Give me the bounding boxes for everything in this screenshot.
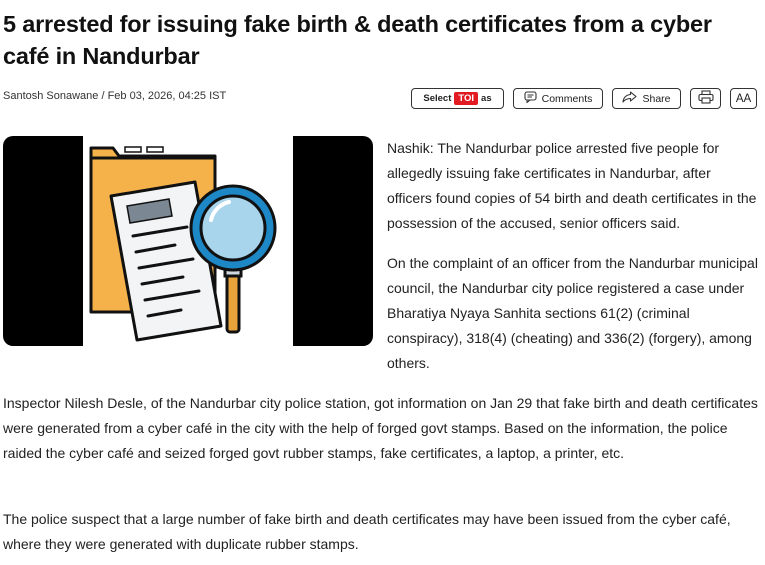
select-suffix: as	[481, 93, 492, 104]
toi-badge: TOI	[454, 92, 478, 105]
hero-illustration	[83, 136, 293, 346]
article-paragraph: The police suspect that a large number of fake birth and death certificates may have been issued from the cyber café, where they were generated with duplicate rubber stamps.	[3, 511, 731, 552]
article-hero-image	[3, 136, 373, 346]
print-icon	[698, 90, 714, 107]
select-prefix: Select	[423, 93, 452, 104]
select-toi-button[interactable]	[411, 88, 504, 109]
article-headline: 5 arrested for issuing fake birth & death certificates from a cyber café in Nandurbar	[3, 11, 712, 69]
comments-label: Comments	[541, 92, 593, 105]
article-paragraph: On the complaint of an officer from the Nandurbar municipal council, the Nandurbar city police registered a case under Bharatiya Nyaya Sanhita sections 61(2) (criminal conspiracy), 318(4) (cheating) and 336(2) (forgery), among others.	[387, 255, 758, 371]
article-byline: Santosh Sonawane / Feb 03, 2026, 04:25 IST	[3, 90, 227, 102]
comments-button[interactable]	[513, 88, 603, 109]
print-button[interactable]	[690, 88, 721, 109]
font-size-button[interactable]: AA	[730, 88, 757, 109]
share-button[interactable]	[612, 88, 681, 109]
article-paragraph: Inspector Nilesh Desle, of the Nandurbar city police station, got information on Jan 29 that fake birth and death certificates were generated from a cyber café in the city with the help of forged govt stamps. Based on the information, the police raided the cyber café and seized forged govt rubber stamps, fake certificates, a laptop, a printer, etc.	[3, 395, 758, 461]
article-toolbar	[411, 88, 757, 109]
comment-icon	[524, 91, 537, 106]
share-icon	[622, 91, 637, 106]
article-paragraph: Nashik: The Nandurbar police arrested five people for allegedly issuing fake certificates in Nandurbar, after officers found copies of 54 birth and death certificates in the possession of the accused, senior officers said.	[387, 140, 757, 231]
share-label: Share	[642, 92, 671, 105]
